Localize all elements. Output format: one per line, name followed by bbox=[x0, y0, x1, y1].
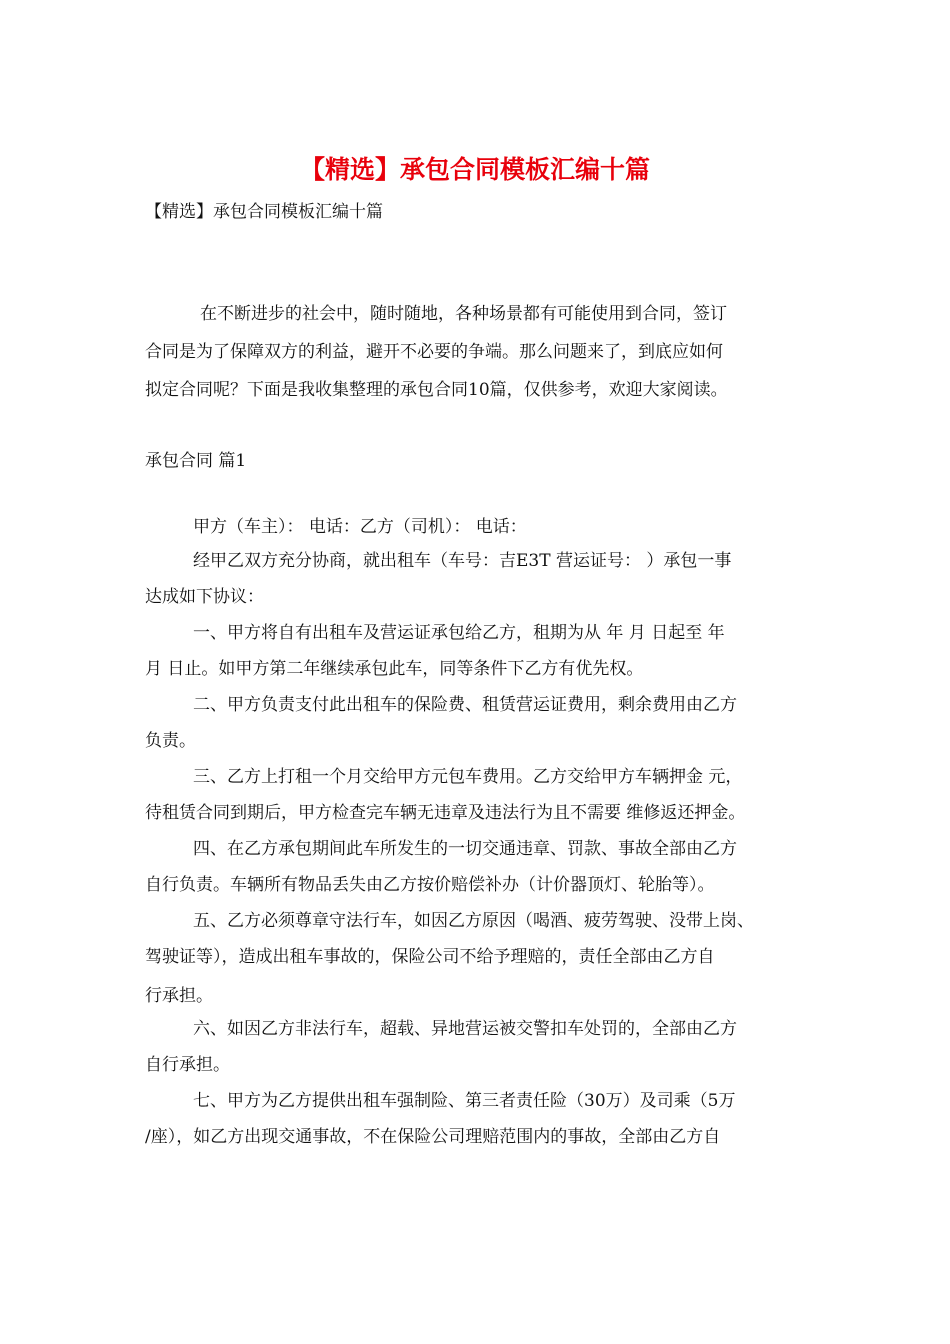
body-line: 达成如下协议： bbox=[145, 587, 264, 607]
document-title: 【精选】承包合同模板汇编十篇 bbox=[299, 155, 650, 184]
body-line: 经甲乙双方充分协商，就出租车（车号：吉E3T 营运证号： ）承包一事 bbox=[193, 551, 732, 571]
section-heading: 承包合同 篇1 bbox=[145, 451, 247, 471]
body-line: 三、乙方上打租一个月交给甲方元包车费用。乙方交给甲方车辆押金 元， bbox=[193, 767, 743, 787]
body-line: /座），如乙方出现交通事故，不在保险公司理赔范围内的事故，全部由乙方自 bbox=[145, 1127, 721, 1147]
body-line: 自行承担。 bbox=[145, 1055, 230, 1075]
body-line: 七、甲方为乙方提供出租车强制险、第三者责任险（30万）及司乘（5万 bbox=[193, 1091, 736, 1111]
intro-line: 拟定合同呢？下面是我收集整理的承包合同10篇，仅供参考，欢迎大家阅读。 bbox=[145, 380, 728, 400]
body-line: 负责。 bbox=[145, 731, 196, 751]
body-line: 自行负责。车辆所有物品丢失由乙方按价赔偿补办（计价器顶灯、轮胎等）。 bbox=[145, 875, 715, 895]
body-line: 行承担。 bbox=[145, 986, 213, 1006]
body-line: 五、乙方必须尊章守法行车，如因乙方原因（喝酒、疲劳驾驶、没带上岗、 bbox=[193, 911, 754, 931]
body-line: 月 日止。如甲方第二年继续承包此车，同等条件下乙方有优先权。 bbox=[145, 659, 644, 679]
body-line: 甲方（车主）： 电话：乙方（司机）： 电话： bbox=[193, 517, 527, 537]
body-line: 四、在乙方承包期间此车所发生的一切交通违章、罚款、事故全部由乙方 bbox=[193, 839, 737, 859]
intro-line: 在不断进步的社会中，随时随地，各种场景都有可能使用到合同，签订 bbox=[200, 304, 727, 324]
document-subtitle: 【精选】承包合同模板汇编十篇 bbox=[145, 202, 383, 222]
body-line: 六、如因乙方非法行车，超载、异地营运被交警扣车处罚的，全部由乙方 bbox=[193, 1019, 737, 1039]
body-line: 一、甲方将自有出租车及营运证承包给乙方，租期为从 年 月 日起至 年 bbox=[193, 623, 725, 643]
body-line: 二、甲方负责支付此出租车的保险费、租赁营运证费用，剩余费用由乙方 bbox=[193, 695, 737, 715]
body-line: 待租赁合同到期后，甲方检查完车辆无违章及违法行为且不需要 维修返还押金。 bbox=[145, 803, 746, 823]
body-line: 驾驶证等），造成出租车事故的，保险公司不给予理赔的，责任全部由乙方自 bbox=[145, 947, 715, 967]
intro-line: 合同是为了保障双方的利益，避开不必要的争端。那么问题来了，到底应如何 bbox=[145, 342, 723, 362]
